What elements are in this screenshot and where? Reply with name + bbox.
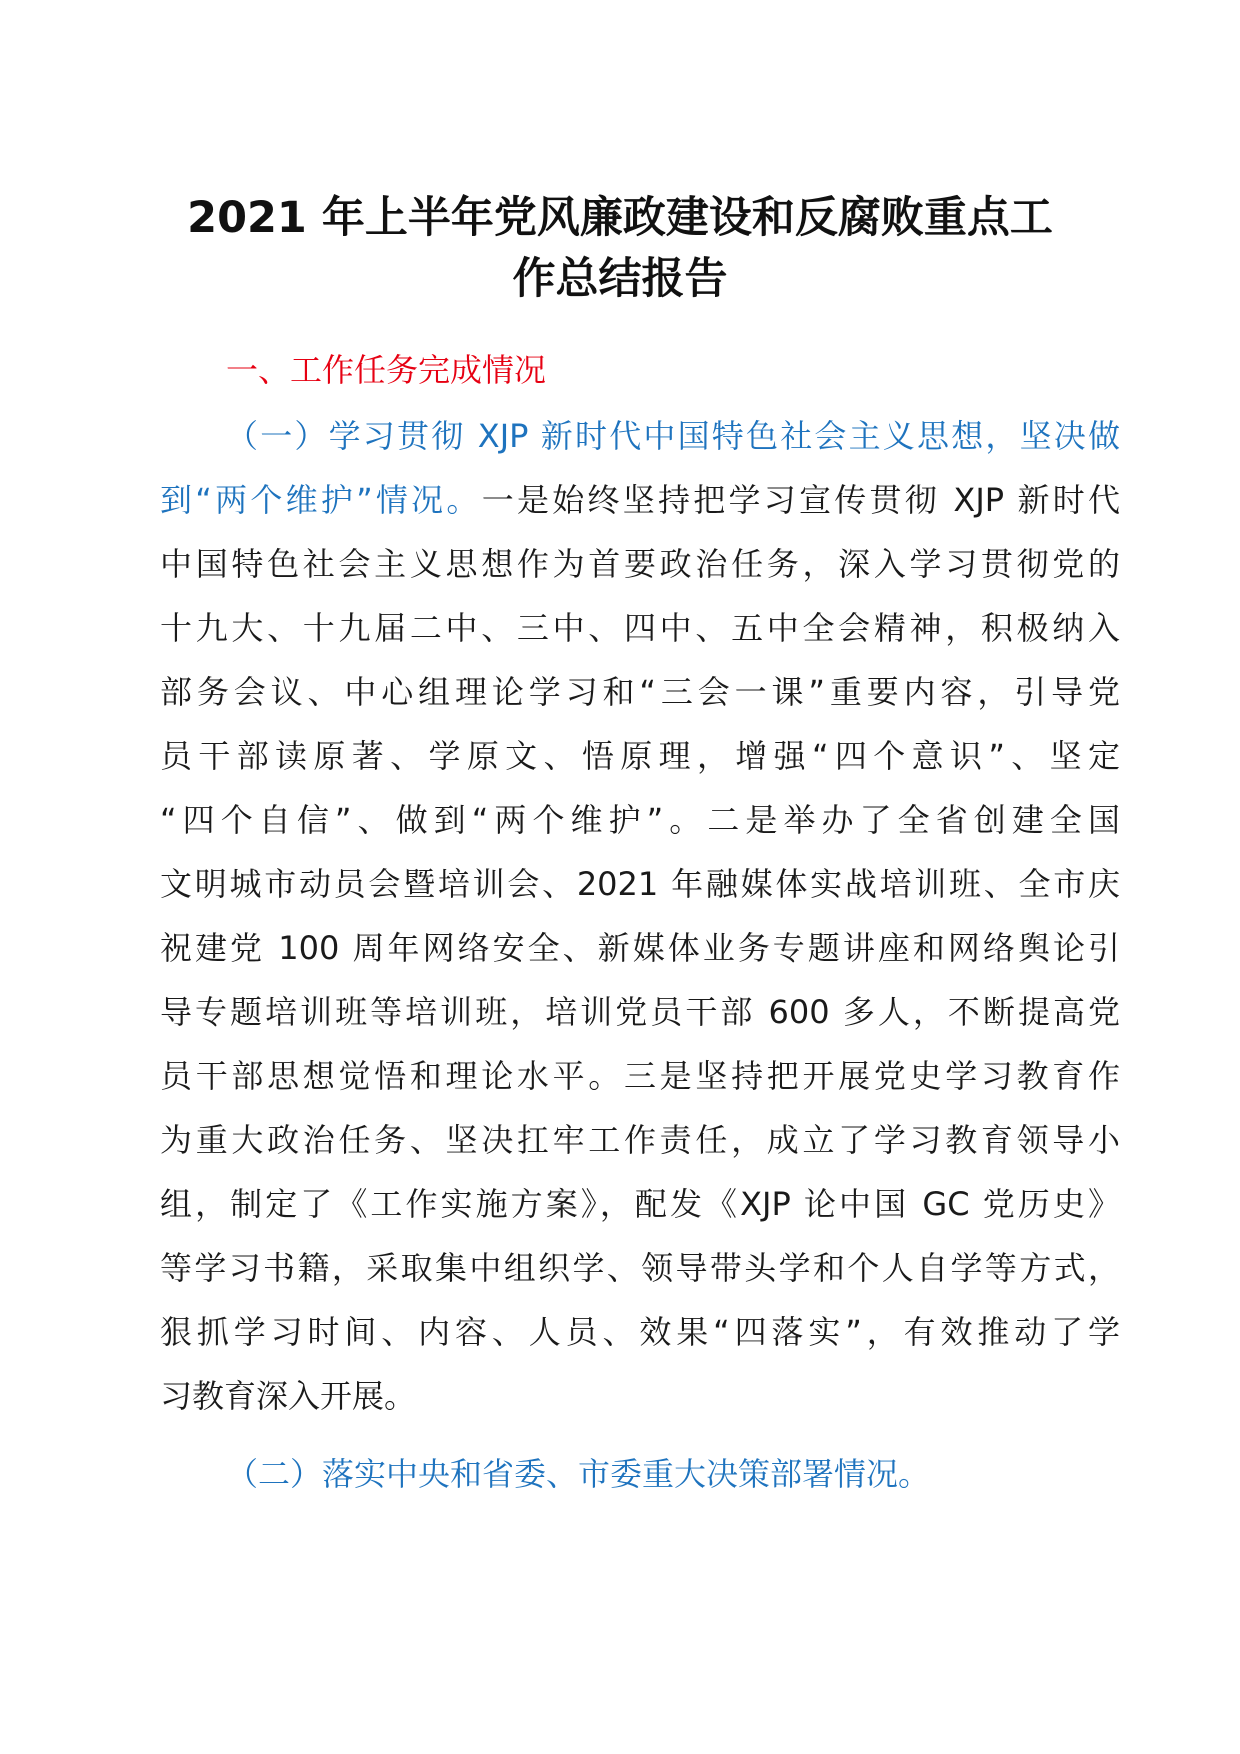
paragraph-line: 员干部读原著、学原文、悟原理，增强“四个意识”、坚定 [160, 737, 1120, 775]
paragraph-line-last: 习教育深入开展。 [160, 1377, 417, 1415]
paragraph-line: 中国特色社会主义思想作为首要政治任务，深入学习贯彻党的 [160, 545, 1120, 583]
subsection-1-heading-line-2: 到“两个维护”情况。 [160, 481, 482, 519]
paragraph-text: 一是始终坚持把学习宣传贯彻 XJP 新时代 [481, 481, 1120, 519]
subsection-2-heading: （二）落实中央和省委、市委重大决策部署情况。 [226, 1455, 931, 1493]
subsection-1-heading-line-1: （一）学习贯彻 XJP 新时代中国特色社会主义思想，坚决做 [226, 417, 1120, 455]
paragraph-line: 部务会议、中心组理论学习和“三会一课”重要内容，引导党 [160, 673, 1120, 711]
paragraph-line: 文明城市动员会暨培训会、2021 年融媒体实战培训班、全市庆 [160, 865, 1120, 903]
section-heading-work-tasks: 一、工作任务完成情况 [226, 351, 547, 389]
paragraph-line: “四个自信”、做到“两个维护”。二是举办了全省创建全国 [160, 801, 1120, 839]
paragraph-line: 组，制定了《工作实施方案》，配发《XJP 论中国 GC 党历史》 [160, 1185, 1120, 1223]
paragraph-line: 祝建党 100 周年网络安全、新媒体业务专题讲座和网络舆论引 [160, 929, 1120, 967]
paragraph-line: 狠抓学习时间、内容、人员、效果“四落实”，有效推动了学 [160, 1313, 1120, 1351]
paragraph-line: 员干部思想觉悟和理论水平。三是坚持把开展党史学习教育作 [160, 1057, 1120, 1095]
paragraph-line: 为重大政治任务、坚决扛牢工作责任，成立了学习教育领导小 [160, 1121, 1120, 1159]
paragraph-line: 导专题培训班等培训班，培训党员干部 600 多人，不断提高党 [160, 993, 1120, 1031]
paragraph-line: 等学习书籍，采取集中组织学、领导带头学和个人自学等方式， [160, 1249, 1120, 1287]
document-title-line-2: 作总结报告 [512, 254, 728, 304]
subsection-1-line-2 [160, 478, 1120, 522]
document-title-line-1: 2021 年上半年党风廉政建设和反腐败重点工 [187, 193, 1053, 243]
paragraph-line: 十九大、十九届二中、三中、四中、五中全会精神，积极纳入 [160, 609, 1120, 647]
